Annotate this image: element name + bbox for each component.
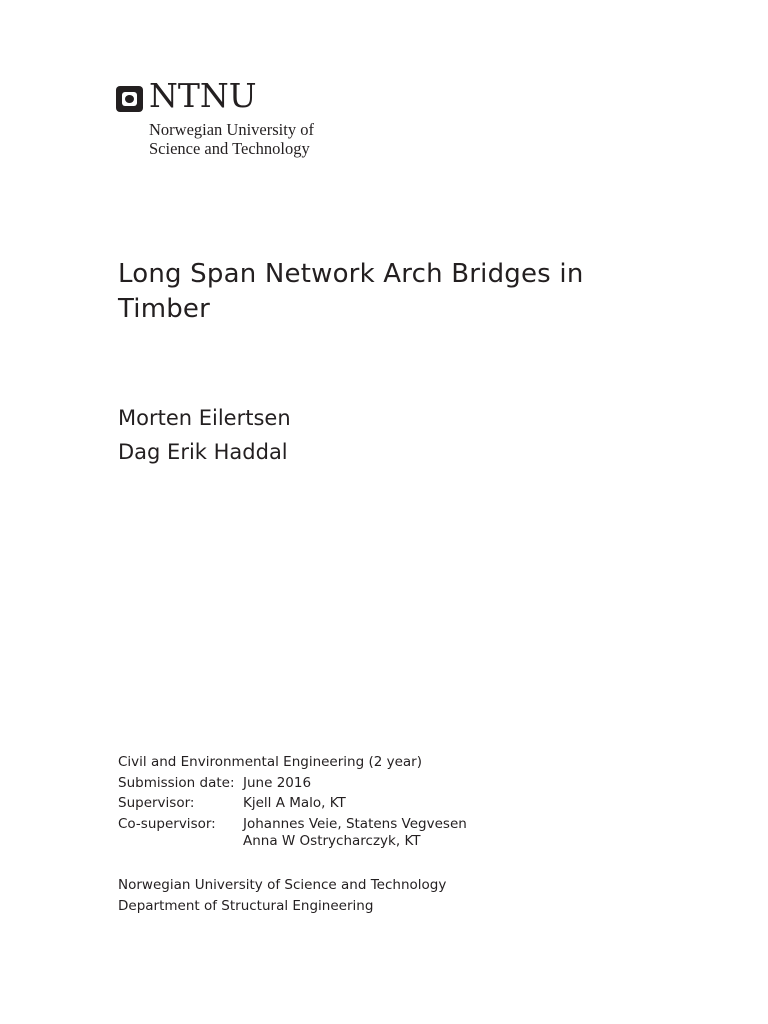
cosupervisor-label: Co-supervisor: — [118, 815, 216, 832]
ntnu-logo-icon — [116, 86, 143, 112]
supervisor-value: Kjell A Malo, KT — [243, 795, 346, 811]
cosupervisor-value: Johannes Veie, Statens Vegvesen — [243, 815, 467, 832]
submission-date-label: Submission date: — [118, 774, 235, 791]
program: Civil and Environmental Engineering (2 year) — [118, 754, 422, 770]
institution-block — [118, 875, 446, 916]
logo-wordmark: NTNU — [149, 76, 257, 115]
institution-name: Norwegian University of Science and Technology — [118, 877, 447, 893]
supervisor-label: Supervisor: — [118, 795, 195, 811]
thesis-details — [118, 752, 467, 852]
thesis-title: Long Span Network Arch Bridges in Timber — [118, 259, 584, 324]
cosupervisor-value-2: Anna W Ostrycharczyk, KT — [243, 833, 421, 849]
submission-date-row — [118, 773, 467, 794]
logo-subtitle — [149, 120, 314, 158]
logo-subtitle-line2: Science and Technology — [149, 139, 310, 158]
department-name: Department of Structural Engineering — [118, 897, 374, 914]
submission-date-value: June 2016 — [243, 774, 312, 791]
supervisor-row — [118, 793, 467, 814]
author-name: Dag Erik Haddal — [118, 440, 288, 464]
authors — [118, 401, 291, 469]
logo-subtitle-line1: Norwegian University of — [149, 120, 314, 139]
author-name: Morten Eilertsen — [118, 406, 291, 430]
